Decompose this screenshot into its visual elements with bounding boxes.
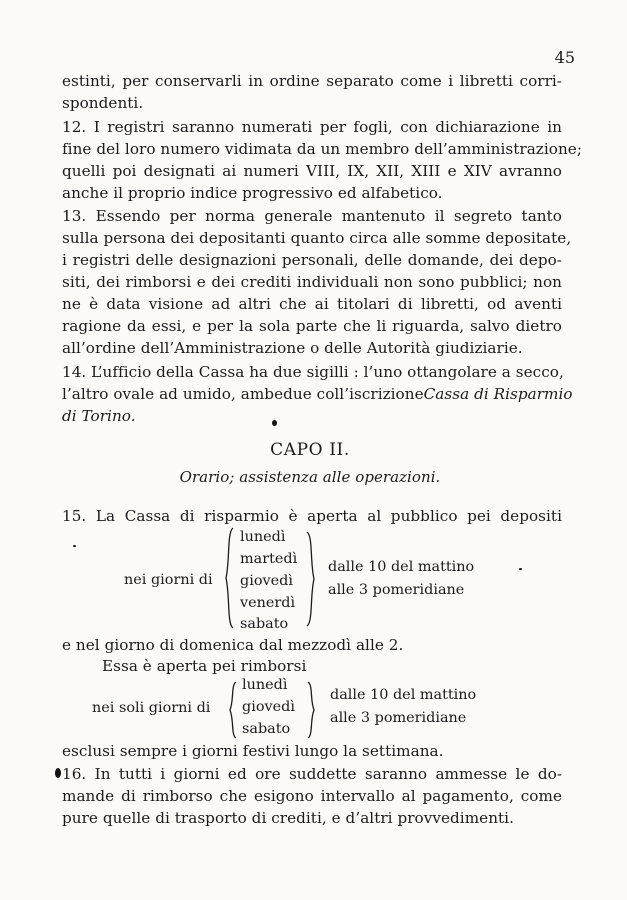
ink-speck xyxy=(519,568,522,570)
exclusion-line: esclusi sempre i giorni festivi lungo la settimana. xyxy=(62,742,444,760)
article-13-line: 13. Essendo per norma generale mantenuto il segreto tanto xyxy=(62,207,562,225)
ink-speck xyxy=(55,768,61,778)
deposit-day: sabato xyxy=(240,616,289,632)
text-line: anche il proprio indice progressivo ed alfabetico. xyxy=(62,184,443,202)
left-brace xyxy=(221,526,237,630)
deposit-hours-to: alle 3 pomeridiane xyxy=(328,582,465,598)
page-number: 45 xyxy=(554,48,575,67)
right-brace xyxy=(304,680,318,740)
text-segment: l’altro ovale ad umido, ambedue coll’iscrizione xyxy=(62,385,424,403)
text-line: siti, dei rimborsi e dei crediti individuali non sono pubblici; non xyxy=(62,273,562,291)
article-16-line: 16. In tutti i giorni ed ore suddette saranno ammesse le do- xyxy=(62,765,562,783)
article-14-line: 14. L’ufficio della Cassa ha due sigilli : l’uno ottangolare a secco, xyxy=(62,363,564,381)
article-15-line: 15. La Cassa di risparmio è aperta al pubblico pei depositi xyxy=(62,507,562,525)
refund-day: sabato xyxy=(242,721,291,737)
text-line: estinti, per conservarli in ordine separato come i libretti corri- xyxy=(62,72,562,90)
deposit-hours-from: dalle 10 del mattino xyxy=(328,559,475,575)
text-segment-italic: Cassa di Risparmio xyxy=(423,385,573,403)
text-line: spondenti. xyxy=(62,94,144,112)
refund-hours-from: dalle 10 del mattino xyxy=(330,687,477,703)
text-line: mande di rimborso che esigono intervallo al pagamento, come xyxy=(62,787,562,805)
refund-day: giovedì xyxy=(242,699,295,715)
text-line: sulla persona dei depositanti quanto circa alle somme depositate, xyxy=(62,229,572,247)
text-line xyxy=(62,385,573,403)
text-line: ne è data visione ad altri che ai titolari di libretti, od aventi xyxy=(62,295,562,313)
refunds-intro: Essa è aperta pei rimborsi xyxy=(102,657,307,675)
left-brace xyxy=(226,680,240,740)
text-line: i registri delle designazioni personali, delle domande, dei depo- xyxy=(62,251,562,269)
chapter-title: CAPO II. xyxy=(270,440,350,460)
deposit-days-label: nei giorni di xyxy=(124,572,213,588)
refund-hours-to: alle 3 pomeridiane xyxy=(330,710,467,726)
text-line: fine del loro numero vidimata da un membro dell’amministrazione; xyxy=(62,140,582,158)
ink-speck xyxy=(272,420,277,426)
refund-day: lunedì xyxy=(242,677,288,693)
sunday-line: e nel giorno di domenica dal mezzodì alle 2. xyxy=(62,636,404,654)
text-line: pure quelle di trasporto di crediti, e d’altri provvedimenti. xyxy=(62,809,514,827)
deposit-day: giovedì xyxy=(240,573,293,589)
deposit-day: martedì xyxy=(240,551,298,567)
right-brace xyxy=(303,530,319,628)
text-line: all’ordine dell’Amministrazione o delle Autorità giudiziarie. xyxy=(62,339,523,357)
deposit-day: lunedì xyxy=(240,529,286,545)
article-12-line: 12. I registri saranno numerati per fogli, con dichiarazione in xyxy=(62,118,562,136)
text-line: quelli poi designati ai numeri VIII, IX, XII, XIII e XIV avranno xyxy=(62,162,562,180)
text-line-italic: di Torino. xyxy=(62,407,136,425)
text-line: ragione da essi, e per la sola parte che li riguarda, salvo dietro xyxy=(62,317,562,335)
refund-days-label: nei soli giorni di xyxy=(92,700,211,716)
deposit-day: venerdì xyxy=(240,595,296,611)
chapter-subtitle: Orario; assistenza alle operazioni. xyxy=(179,468,441,486)
ink-speck xyxy=(73,545,76,547)
